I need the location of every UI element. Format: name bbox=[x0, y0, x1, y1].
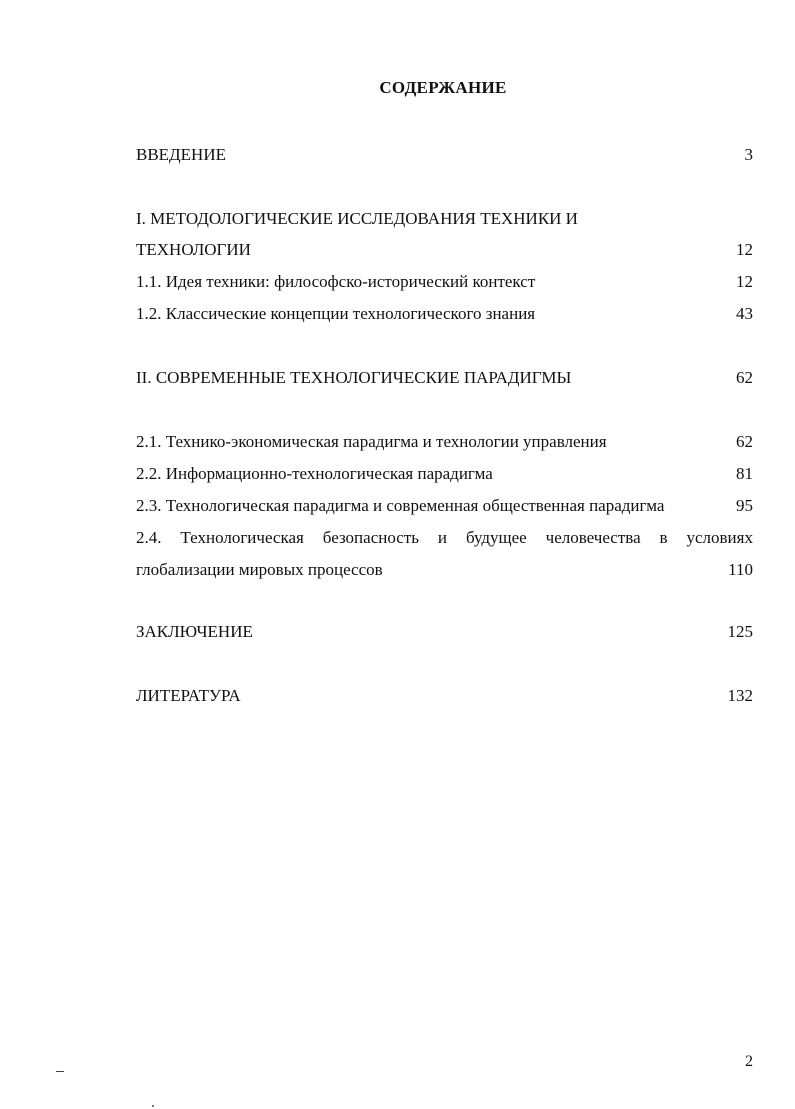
toc-entry-text: ВВЕДЕНИЕ bbox=[136, 145, 226, 164]
toc-entry-page: 12 bbox=[736, 272, 753, 291]
toc-entry-page: 125 bbox=[727, 622, 753, 641]
toc-word: и bbox=[437, 528, 448, 547]
toc-entry-page: 95 bbox=[736, 496, 753, 515]
toc-entry-chapter1-line2 bbox=[136, 238, 753, 262]
toc-word: 2.4. bbox=[136, 528, 162, 547]
toc-entry-text: 2.3. Технологическая парадигма и современная общественная парадигма bbox=[136, 496, 665, 515]
toc-entry-text: 1.2. Классические концепции технологического знания bbox=[136, 304, 536, 323]
toc-entry-text: I. МЕТОДОЛОГИЧЕСКИЕ ИССЛЕДОВАНИЯ ТЕХНИКИ И bbox=[136, 209, 578, 228]
toc-entry-introduction bbox=[136, 143, 753, 167]
toc-entry-section-2-4-line2 bbox=[136, 558, 753, 582]
toc-entry-page: 62 bbox=[736, 368, 753, 387]
toc-entry-section-1-1 bbox=[136, 270, 753, 294]
toc-entry-page: 132 bbox=[727, 686, 753, 705]
toc-entry-text: глобализации мировых процессов bbox=[136, 560, 383, 579]
scan-mark bbox=[56, 1071, 64, 1072]
toc-entry-chapter2 bbox=[136, 366, 753, 390]
toc-word: Технологическая bbox=[180, 528, 304, 547]
toc-entry-text: II. СОВРЕМЕННЫЕ ТЕХНОЛОГИЧЕСКИЕ ПАРАДИГМЫ bbox=[136, 368, 572, 387]
toc-word: человечества bbox=[545, 528, 641, 547]
page-title: СОДЕРЖАНИЕ bbox=[379, 78, 507, 97]
toc-entry-text: ЛИТЕРАТУРА bbox=[136, 686, 241, 705]
toc-entry-text: 1.1. Идея техники: философско-исторический контекст bbox=[136, 272, 536, 291]
toc-entry-page: 12 bbox=[736, 240, 753, 259]
toc-entry-text: 2.2. Информационно-технологическая парадигма bbox=[136, 464, 493, 483]
toc-entry-section-2-1 bbox=[136, 430, 753, 454]
toc-word: условиях bbox=[686, 528, 753, 547]
toc-entry-page: 81 bbox=[736, 464, 753, 483]
toc-word: будущее bbox=[465, 528, 527, 547]
toc-entry-text: ЗАКЛЮЧЕНИЕ bbox=[136, 622, 253, 641]
toc-entry-page: 110 bbox=[728, 560, 753, 579]
toc-entry-page: 3 bbox=[744, 145, 753, 164]
toc-word: в bbox=[659, 528, 668, 547]
toc-entry-text: ТЕХНОЛОГИИ bbox=[136, 240, 251, 259]
toc-entry-page: 43 bbox=[736, 304, 753, 323]
toc-entry-text: 2.1. Технико-экономическая парадигма и технологии управления bbox=[136, 432, 607, 451]
toc-entry-section-1-2 bbox=[136, 302, 753, 326]
toc-word: безопасность bbox=[322, 528, 419, 547]
toc-entry-literature bbox=[136, 684, 753, 708]
toc-entry-page: 62 bbox=[736, 432, 753, 451]
toc-entry-section-2-3 bbox=[136, 494, 753, 518]
page-number: 2 bbox=[745, 1053, 753, 1070]
toc-entry-conclusion bbox=[136, 620, 753, 644]
toc-entry-section-2-4-line1 bbox=[136, 526, 753, 550]
scan-speck bbox=[152, 1105, 154, 1107]
toc-entry-section-2-2 bbox=[136, 462, 753, 486]
toc-entry-chapter1-line1 bbox=[136, 207, 753, 231]
